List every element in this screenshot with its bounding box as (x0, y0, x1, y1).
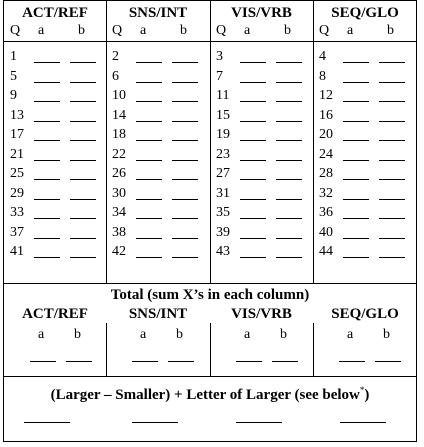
answer-b-blank[interactable] (276, 101, 302, 102)
total-b-blank[interactable] (168, 361, 194, 362)
answer-a-blank[interactable] (240, 179, 266, 180)
question-number: 5 (10, 68, 17, 84)
question-number: 11 (216, 88, 230, 103)
question-row (216, 106, 311, 125)
answer-b-blank[interactable] (276, 199, 302, 200)
question-number: 38 (112, 224, 126, 240)
answer-a-blank[interactable] (240, 101, 266, 102)
answer-b-blank[interactable] (172, 101, 198, 102)
answer-a-blank[interactable] (343, 160, 369, 161)
answer-a-blank[interactable] (34, 121, 60, 122)
answer-b-blank[interactable] (172, 257, 198, 258)
totals-title: Total (sum X’s in each column) (110, 287, 310, 303)
column-header: ACT/REF (22, 5, 88, 21)
question-row (10, 223, 104, 242)
answer-b-blank[interactable] (379, 199, 405, 200)
question-number: 29 (10, 185, 24, 201)
column-divider (313, 323, 314, 376)
b-label: b (180, 23, 187, 38)
answer-b-blank[interactable] (70, 238, 96, 239)
question-row (319, 125, 415, 144)
question-number: 28 (319, 166, 333, 181)
question-row (216, 164, 311, 183)
answer-a-blank[interactable] (136, 218, 162, 219)
totals-b-label: b (383, 327, 390, 342)
answer-a-blank[interactable] (136, 101, 162, 102)
question-row (216, 67, 311, 86)
a-label: a (38, 23, 45, 38)
column-divider (106, 323, 107, 376)
answer-a-blank[interactable] (343, 199, 369, 200)
q-label: Q (216, 23, 227, 38)
answer-a-blank[interactable] (34, 257, 60, 258)
column-header: SNS/INT (128, 5, 188, 21)
totals-column-header: VIS/VRB (231, 306, 292, 322)
answer-b-blank[interactable] (276, 160, 302, 161)
question-number: 34 (112, 205, 126, 220)
answer-b-blank[interactable] (276, 62, 302, 63)
answer-b-blank[interactable] (379, 121, 405, 122)
answer-b-blank[interactable] (276, 218, 302, 219)
question-row (10, 164, 104, 183)
answer-a-blank[interactable] (34, 101, 60, 102)
answer-b-blank[interactable] (276, 121, 302, 122)
question-row (319, 203, 415, 222)
a-label: a (140, 23, 147, 38)
question-row (10, 106, 104, 125)
question-row (10, 86, 104, 105)
b-label: b (284, 23, 291, 38)
question-row (10, 203, 104, 222)
question-number: 25 (10, 166, 24, 181)
question-number: 30 (112, 185, 126, 201)
q-label: Q (319, 23, 330, 38)
question-number: 40 (319, 224, 333, 240)
answer-b-blank[interactable] (70, 62, 96, 63)
question-row (216, 242, 311, 261)
question-number: 44 (319, 244, 333, 259)
column-divider (210, 323, 211, 376)
answer-a-blank[interactable] (136, 140, 162, 141)
answer-b-blank[interactable] (379, 160, 405, 161)
answer-a-blank[interactable] (34, 218, 60, 219)
question-row (319, 164, 415, 183)
totals-b-label: b (280, 327, 287, 342)
answer-a-blank[interactable] (343, 62, 369, 63)
b-label: b (78, 23, 85, 38)
answer-b-blank[interactable] (379, 62, 405, 63)
answer-b-blank[interactable] (276, 257, 302, 258)
answer-b-blank[interactable] (276, 82, 302, 83)
answer-b-blank[interactable] (172, 160, 198, 161)
question-row (319, 106, 415, 125)
total-b-blank[interactable] (272, 361, 298, 362)
answer-b-blank[interactable] (70, 257, 96, 258)
question-row (216, 47, 311, 66)
answer-b-blank[interactable] (70, 121, 96, 122)
answer-b-blank[interactable] (172, 218, 198, 219)
question-row (319, 223, 415, 242)
question-number: 17 (10, 127, 24, 142)
answer-b-blank[interactable] (70, 218, 96, 219)
question-number: 32 (319, 185, 333, 201)
answer-a-blank[interactable] (136, 82, 162, 83)
question-number: 14 (112, 107, 126, 123)
question-row (112, 223, 208, 242)
question-row (216, 145, 311, 164)
total-a-blank[interactable] (339, 361, 365, 362)
question-row (216, 86, 311, 105)
answer-b-blank[interactable] (70, 179, 96, 180)
totals-a-label: a (140, 327, 147, 342)
question-row (216, 223, 311, 242)
difference-title (4, 385, 416, 404)
answer-b-blank[interactable] (70, 82, 96, 83)
answer-a-blank[interactable] (240, 62, 266, 63)
answer-b-blank[interactable] (172, 140, 198, 141)
question-number: 21 (10, 146, 24, 162)
totals-b-label: b (74, 327, 81, 342)
answer-a-blank[interactable] (343, 257, 369, 258)
question-row (112, 67, 208, 86)
answer-b-blank[interactable] (172, 62, 198, 63)
question-number: 39 (216, 224, 230, 240)
answer-a-blank[interactable] (343, 218, 369, 219)
question-row (112, 203, 208, 222)
answer-a-blank[interactable] (34, 238, 60, 239)
question-row (10, 145, 104, 164)
answer-a-blank[interactable] (343, 121, 369, 122)
answer-a-blank[interactable] (136, 199, 162, 200)
difference-blank-seq-glo[interactable] (340, 422, 386, 423)
answer-b-blank[interactable] (70, 160, 96, 161)
question-row (216, 203, 311, 222)
a-label: a (244, 23, 251, 38)
question-number: 16 (319, 107, 333, 123)
column-divider (210, 1, 211, 283)
question-number: 12 (319, 88, 333, 103)
answer-b-blank[interactable] (379, 101, 405, 102)
question-row (112, 145, 208, 164)
answer-a-blank[interactable] (136, 160, 162, 161)
question-number: 3 (216, 49, 223, 64)
question-row (319, 67, 415, 86)
question-row (10, 242, 104, 261)
question-number: 8 (319, 68, 326, 84)
question-number: 41 (10, 244, 24, 259)
answer-a-blank[interactable] (136, 257, 162, 258)
question-number: 10 (112, 88, 126, 103)
question-row (319, 47, 415, 66)
answer-b-blank[interactable] (379, 179, 405, 180)
question-number: 26 (112, 166, 126, 181)
question-number: 15 (216, 107, 230, 123)
difference-blank-vis-vrb[interactable] (236, 422, 282, 423)
answer-a-blank[interactable] (136, 179, 162, 180)
question-number: 2 (112, 49, 119, 64)
answer-a-blank[interactable] (343, 82, 369, 83)
column-divider (313, 1, 314, 283)
column-header: VIS/VRB (231, 5, 292, 21)
question-number: 27 (216, 166, 230, 181)
answer-b-blank[interactable] (172, 199, 198, 200)
question-row (112, 164, 208, 183)
question-row (112, 47, 208, 66)
question-number: 33 (10, 205, 24, 220)
totals-b-label: b (176, 327, 183, 342)
question-row (319, 184, 415, 203)
answer-a-blank[interactable] (136, 62, 162, 63)
b-label: b (387, 23, 394, 38)
answer-b-blank[interactable] (172, 121, 198, 122)
total-a-blank[interactable] (132, 361, 158, 362)
difference-blank-act-ref[interactable] (24, 422, 70, 423)
column-header: SEQ/GLO (331, 5, 399, 21)
answer-b-blank[interactable] (379, 82, 405, 83)
question-row (319, 145, 415, 164)
question-number: 19 (216, 127, 230, 142)
answer-a-blank[interactable] (343, 238, 369, 239)
question-number: 36 (319, 205, 333, 220)
answer-a-blank[interactable] (34, 140, 60, 141)
question-row (216, 125, 311, 144)
question-number: 6 (112, 68, 119, 84)
difference-blank-sns-int[interactable] (132, 422, 178, 423)
answer-b-blank[interactable] (172, 238, 198, 239)
question-row (10, 47, 104, 66)
section-divider-totals (4, 283, 416, 284)
question-row (10, 67, 104, 86)
answer-a-blank[interactable] (343, 140, 369, 141)
section-divider-bottom (4, 376, 416, 377)
question-number: 31 (216, 185, 230, 201)
question-number: 13 (10, 107, 24, 123)
a-label: a (347, 23, 354, 38)
answer-b-blank[interactable] (172, 179, 198, 180)
question-row (319, 86, 415, 105)
question-row (10, 125, 104, 144)
answer-a-blank[interactable] (136, 121, 162, 122)
q-label: Q (10, 23, 21, 38)
question-number: 24 (319, 146, 333, 162)
answer-a-blank[interactable] (34, 160, 60, 161)
answer-b-blank[interactable] (70, 101, 96, 102)
question-number: 7 (216, 68, 223, 84)
answer-b-blank[interactable] (379, 218, 405, 219)
question-number: 35 (216, 205, 230, 220)
answer-b-blank[interactable] (276, 179, 302, 180)
answer-a-blank[interactable] (34, 62, 60, 63)
question-number: 23 (216, 146, 230, 162)
answer-b-blank[interactable] (172, 82, 198, 83)
question-row (112, 86, 208, 105)
question-number: 1 (10, 49, 17, 64)
answer-a-blank[interactable] (240, 140, 266, 141)
question-row (112, 125, 208, 144)
answer-a-blank[interactable] (34, 199, 60, 200)
total-a-blank[interactable] (236, 361, 262, 362)
difference-title-close: ) (364, 387, 370, 403)
answer-a-blank[interactable] (240, 257, 266, 258)
question-number: 37 (10, 224, 24, 240)
totals-a-label: a (244, 327, 251, 342)
answer-b-blank[interactable] (379, 140, 405, 141)
answer-a-blank[interactable] (240, 199, 266, 200)
question-number: 20 (319, 127, 333, 142)
answer-b-blank[interactable] (379, 257, 405, 258)
answer-a-blank[interactable] (34, 179, 60, 180)
answer-a-blank[interactable] (240, 82, 266, 83)
difference-title-text: (Larger – Smaller) + Letter of Larger (see below (50, 387, 360, 403)
answer-b-blank[interactable] (379, 238, 405, 239)
answer-b-blank[interactable] (276, 140, 302, 141)
answer-b-blank[interactable] (70, 199, 96, 200)
question-number: 4 (319, 49, 326, 64)
answer-a-blank[interactable] (240, 121, 266, 122)
question-number: 22 (112, 146, 126, 162)
question-row (112, 184, 208, 203)
answer-a-blank[interactable] (343, 101, 369, 102)
total-b-blank[interactable] (66, 361, 92, 362)
footnote-marker: * (359, 385, 365, 395)
total-a-blank[interactable] (30, 361, 56, 362)
question-row (10, 184, 104, 203)
answer-b-blank[interactable] (70, 140, 96, 141)
column-divider (106, 1, 107, 283)
answer-a-blank[interactable] (240, 160, 266, 161)
question-number: 9 (10, 88, 17, 103)
totals-column-header: SEQ/GLO (331, 306, 399, 322)
totals-column-header: ACT/REF (22, 306, 88, 322)
total-b-blank[interactable] (375, 361, 401, 362)
totals-column-header: SNS/INT (128, 306, 188, 322)
question-number: 18 (112, 127, 126, 142)
question-row (216, 184, 311, 203)
totals-a-label: a (347, 327, 354, 342)
question-row (112, 242, 208, 261)
totals-a-label: a (38, 327, 45, 342)
answer-a-blank[interactable] (34, 82, 60, 83)
question-row (112, 106, 208, 125)
answer-a-blank[interactable] (240, 238, 266, 239)
question-number: 43 (216, 244, 230, 259)
question-row (319, 242, 415, 261)
answer-a-blank[interactable] (240, 218, 266, 219)
q-label: Q (112, 23, 123, 38)
scoring-sheet (3, 0, 417, 442)
answer-a-blank[interactable] (343, 179, 369, 180)
question-number: 42 (112, 244, 126, 259)
answer-b-blank[interactable] (276, 238, 302, 239)
answer-a-blank[interactable] (136, 238, 162, 239)
